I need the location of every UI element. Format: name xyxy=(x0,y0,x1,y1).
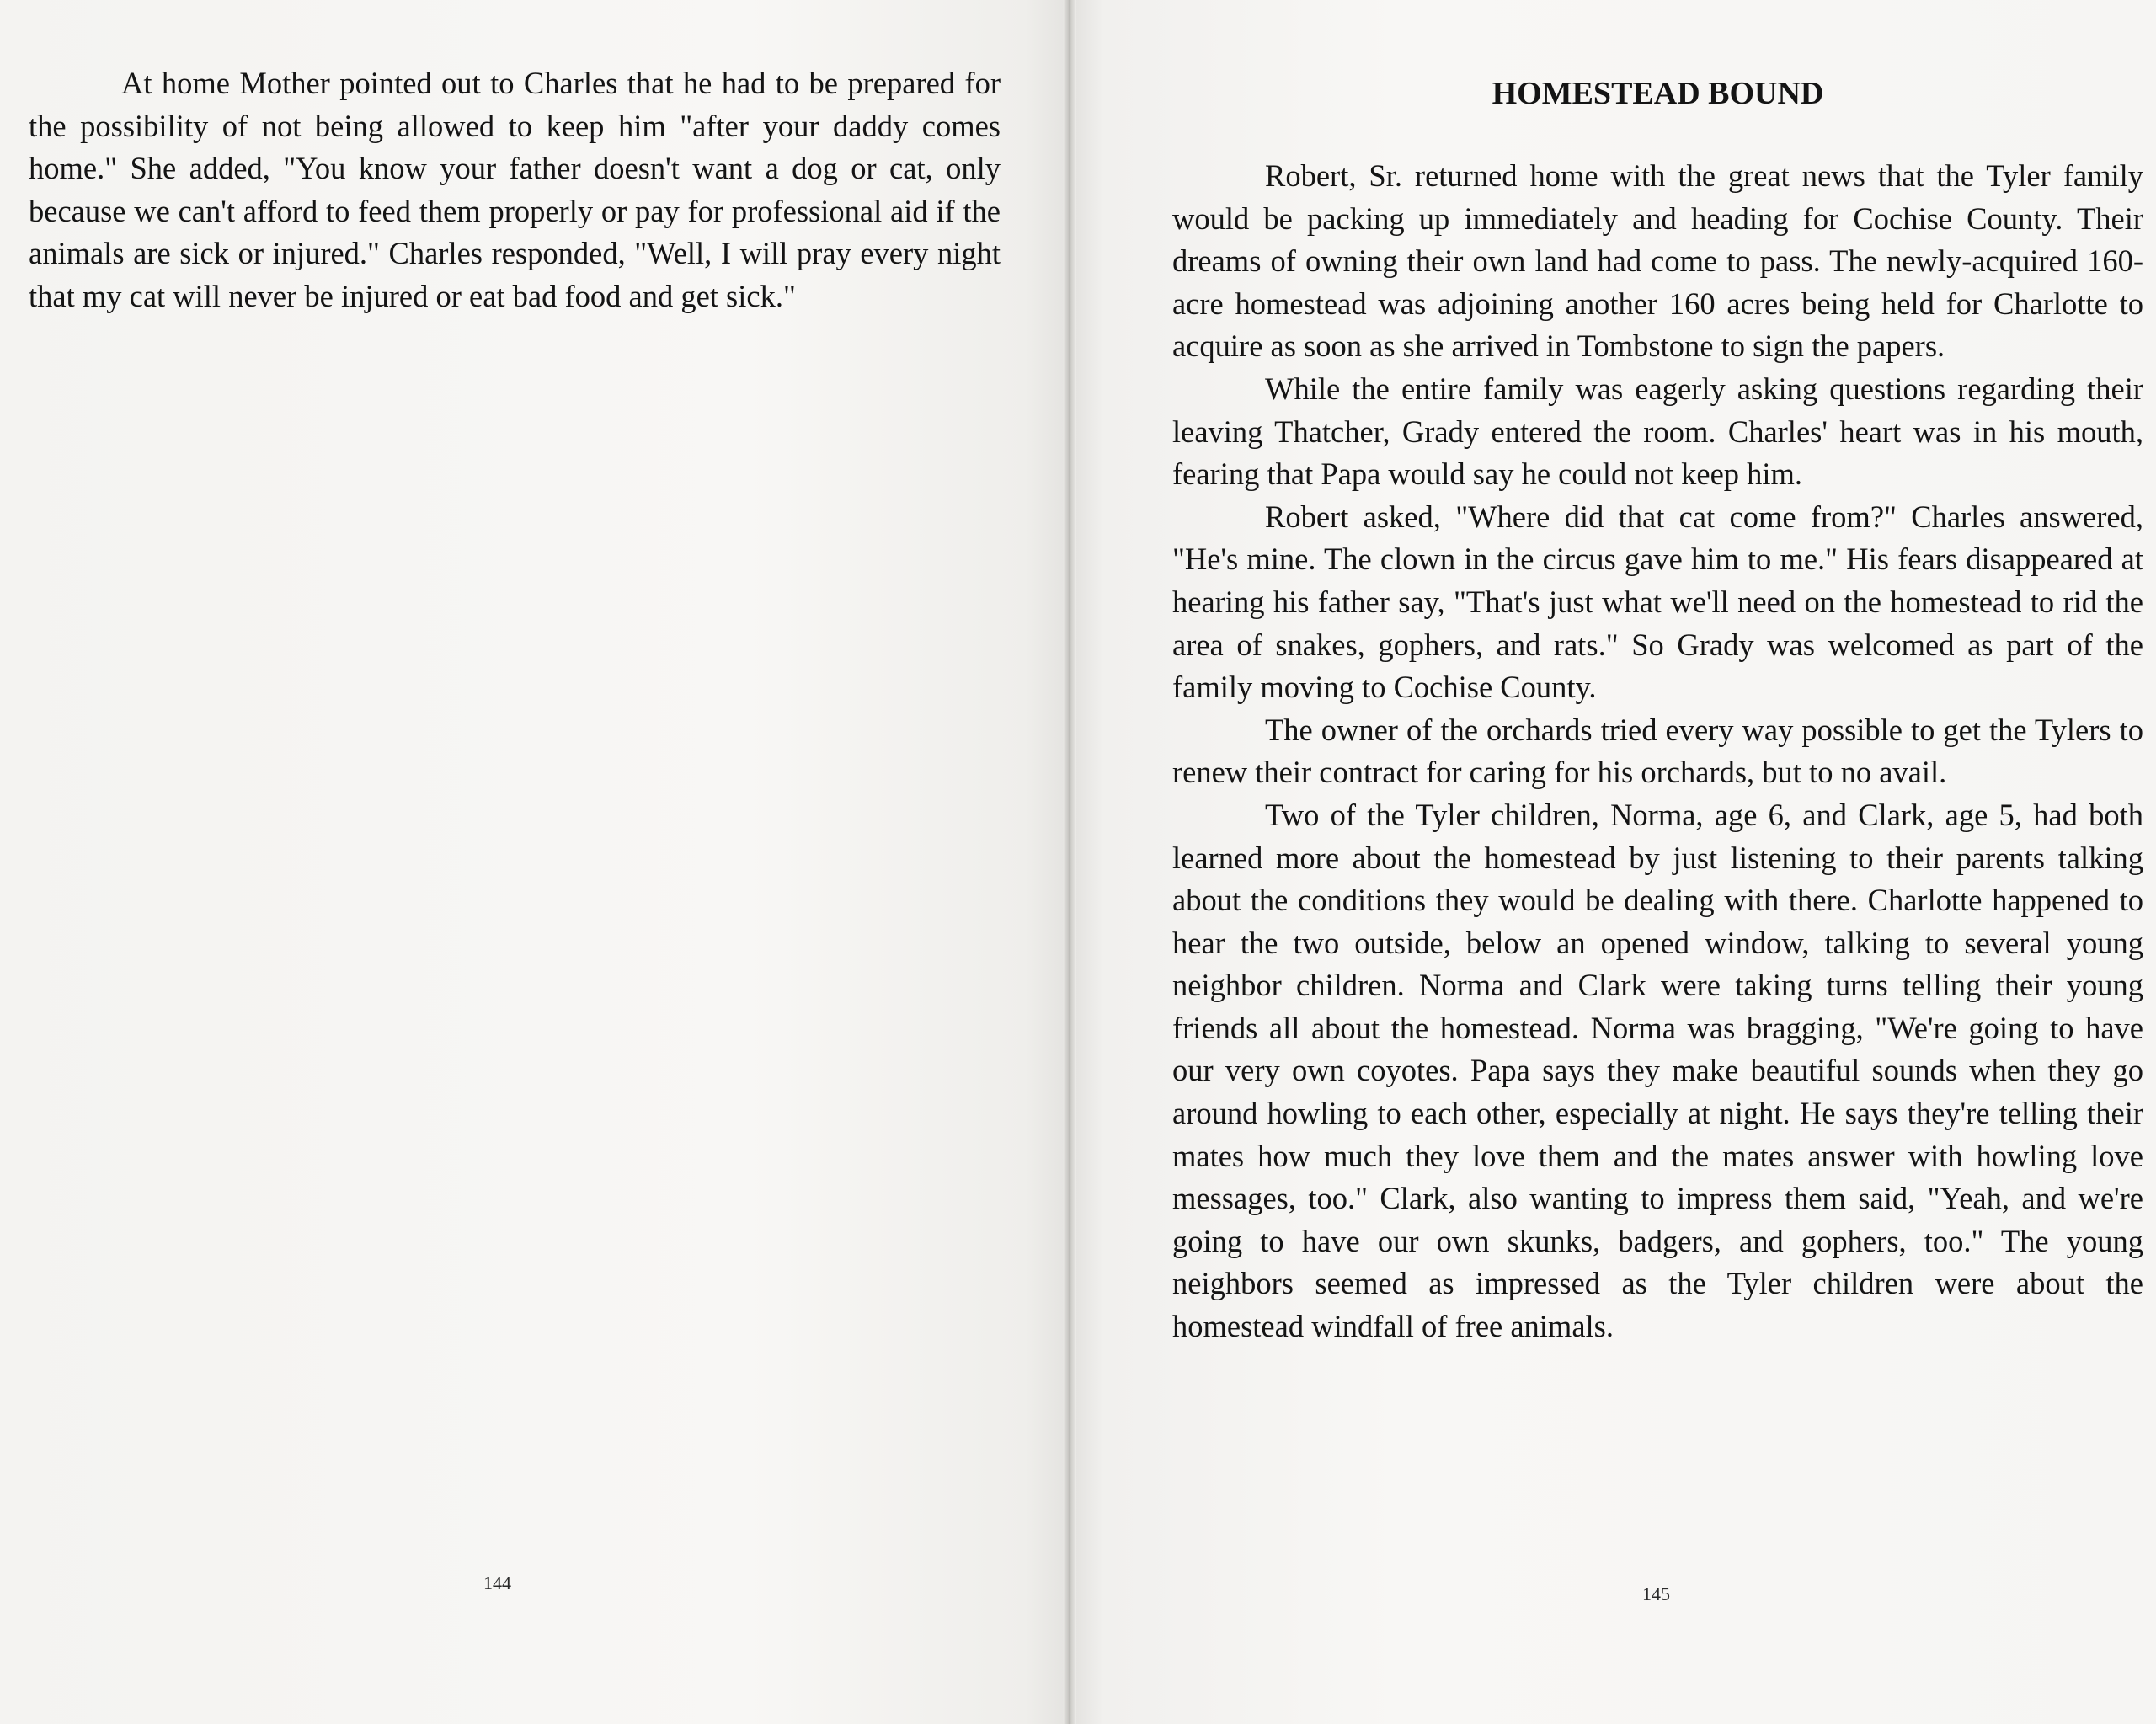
right-paragraph: Robert asked, "Where did that cat come from?" Charles answered, "He's mine. The clown in the circus gave him to me." His fears disappeared at hearing his father say, "That's just what we'll need on the homestead to rid the area of snakes, gophers, and rats." So Grady was welcomed as part of the family moving to Cochise County. xyxy=(1172,499,2143,705)
left-paragraph: At home Mother pointed out to Charles that he had to be prepared for the possibility of not being allowed to keep him "after your daddy comes home." She added, "You know your father doesn't want a dog or cat, only because we can't afford to feed them properly or pay for professional aid if the animals are sick or injured." Charles responded, "Well, I will pray every night that my cat will never be injured or eat bad food and get sick." xyxy=(29,66,1001,313)
right-paragraph: Robert, Sr. returned home with the great news that the Tyler family would be packing up immediately and heading for Cochise County. Their dreams of owning their own land had come to pass. The newly-acquired 160-acre homestead was adjoining another 160 acres being held for Charlotte to acquire as soon as she arrived in Tombstone to sign the papers. xyxy=(1172,158,2143,364)
left-page-body xyxy=(29,62,1001,318)
right-page-body xyxy=(1172,155,2143,1348)
right-paragraph: Two of the Tyler children, Norma, age 6, and Clark, age 5, had both learned more about the homestead by just listening to their parents talking about the conditions they would be dealing with there. Charlotte happened to hear the two outside, below an opened window, talking to several young neighbor children. Norma and Clark were taking turns telling their young friends all about the homestead. Norma was bragging, "We're going to have our very own coyotes. Papa says they make beautiful sounds when they go around howling to each other, especially at night. He says they're telling their mates how much they love them and the mates answer with howling love messages, too." Clark, also wanting to impress them said, "Yeah, and we're going to have our own skunks, badgers, and gophers, too." The young neighbors seemed as impressed as the Tyler children were about the homestead windfall of free animals. xyxy=(1172,797,2143,1344)
right-paragraph: While the entire family was eagerly asking questions regarding their leaving Thatcher, Grady entered the room. Charles' heart was in his mouth, fearing that Papa would say he could not keep him. xyxy=(1172,371,2143,492)
right-paragraph: The owner of the orchards tried every way possible to get the Tylers to renew their contract for caring for his orchards, but to no avail. xyxy=(1172,712,2143,790)
left-page-number: 144 xyxy=(483,1572,511,1593)
right-page-number: 145 xyxy=(1642,1583,1670,1604)
chapter-heading: HOMESTEAD BOUND xyxy=(1492,76,1824,111)
